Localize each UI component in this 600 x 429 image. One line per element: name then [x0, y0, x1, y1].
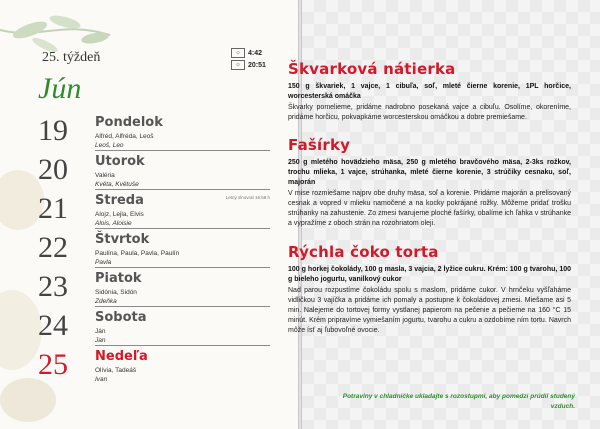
- day-number: 23: [38, 270, 68, 303]
- divider: [95, 189, 270, 190]
- name-days-sk: Sidónia, Sidón: [95, 289, 137, 296]
- day-row: [38, 192, 278, 230]
- day-number: 21: [38, 192, 68, 225]
- day-row: [38, 114, 278, 152]
- recipe-title: Škvarková nátierka: [288, 60, 456, 78]
- name-days-sk: Alojz, Lejla, Elvis: [95, 211, 144, 218]
- week-label: 25. týždeň: [42, 50, 101, 65]
- day-row: [38, 231, 278, 269]
- recipe-instructions: V mise rozmiešame najprv obe druhy mäsa, soľ a korenie. Pridáme majorán a prelisovaný cesnak a vopred v mlieku namočené a na kocky pokrájané rožky. Môžeme pridať trošku strúhanky na zahustenie. Zo zmesi tvarujeme ploché fašírky, obalíme ich ľahka v strúhanke a vypražíme z oboch strán na rozohriatom oleji.: [288, 190, 571, 227]
- recipe-ingredients: 250 g mletého hovädzieho mäsa, 250 g mletého bravčového mäsa, 2-3ks rožkov, trochu mlieka, 1 vajce, strúhanka, mleté čierne korenie, 3 strúčiky cesnaku, soľ, majorán: [288, 159, 571, 186]
- sunrise-icon: ☼: [231, 48, 245, 58]
- sunset-row: [231, 60, 266, 70]
- day-name: Utorok: [95, 154, 145, 169]
- divider: [95, 150, 270, 151]
- recipe-ingredients: 150 g škvariek, 1 vajce, 1 cibuľa, soľ, mleté čierne korenie, 1PL horčice, worcesterská omáčka: [288, 83, 571, 100]
- solstice-note: Letný slnovrat 16:58 h: [225, 195, 270, 200]
- day-number: 24: [38, 309, 68, 342]
- sunrise-time: 4:42: [248, 49, 263, 57]
- divider: [95, 306, 270, 307]
- recipe-ingredients: 100 g horkej čokolády, 100 g masla, 3 vajcia, 2 lyžice cukru. Krém: 100 g tvarohu, 100 g bieleho jogurtu, vanilkový cukor: [288, 266, 571, 283]
- name-days-cz: Leoš, Leo: [95, 142, 124, 149]
- kitchen-tip: Potraviny v chladničke ukladajte s rozostupmi, aby pomedzi prúdil studený vzduch.: [342, 393, 575, 410]
- day-number: 25: [38, 348, 68, 381]
- sunset-icon: ☼: [231, 60, 245, 70]
- name-days-sk: Valéria: [95, 172, 115, 179]
- divider: [95, 228, 270, 229]
- recipe-title: Fašírky: [288, 136, 351, 154]
- day-name: Pondelok: [95, 115, 163, 130]
- day-number: 22: [38, 231, 68, 264]
- day-name: Streda: [95, 193, 144, 208]
- month-title: Jún: [38, 72, 82, 105]
- divider: [95, 345, 270, 346]
- recipe-title: Rýchla čoko torta: [288, 243, 439, 261]
- name-days-cz: Alois, Aloisie: [95, 220, 132, 227]
- recipe-instructions: Škvarky pomelieme, pridáme nadrobno posekaná vajce a cibuľu. Osolíme, okoreníme, pridáme horčicu, pokvapkáme worcesterskou omáčkou a dobre premiešame.: [288, 104, 571, 121]
- day-row-sunday: [38, 348, 278, 386]
- day-name: Piatok: [95, 271, 142, 286]
- day-number: 20: [38, 153, 68, 186]
- day-row: [38, 309, 278, 347]
- name-days-cz: Květa, Květuše: [95, 181, 139, 188]
- name-days-cz: Ivan: [95, 376, 108, 383]
- day-name: Štvrtok: [95, 232, 150, 247]
- day-name: Sobota: [95, 310, 147, 325]
- left-page: [0, 0, 298, 429]
- divider: [95, 267, 270, 268]
- name-days-cz: Pavla: [95, 259, 112, 266]
- name-days-cz: Zdeňka: [95, 298, 117, 305]
- name-days-sk: Ján: [95, 328, 106, 335]
- name-days-sk: Paulína, Paula, Pavla, Paulín: [95, 250, 180, 257]
- recipe-instructions: Nad parou rozpustíme čokoládu spolu s maslom, pridáme cukor. V hrnčeku vyšľaháme vidličkou 3 vajíčka a pridáme ich pomaly a postupne k čokoládovej zmesi. Miešame asi 5 min. Nalejeme do tortovej formy vystlanej papierom na pečenie a pečieme na 160 °C 15 minút. Krém pripravíme vymiešaním jogurtu, tvarohu a cukru a ozdobíme ním tortu. Navrch môže ísť aj ľubovoľné ovocie.: [288, 287, 571, 334]
- day-name: Nedeľa: [95, 349, 148, 364]
- name-days-cz: Jan: [95, 337, 106, 344]
- day-row: [38, 270, 278, 308]
- day-row: [38, 153, 278, 191]
- day-number: 19: [38, 114, 68, 147]
- name-days-sk: Olívia, Tadeáš: [95, 367, 137, 374]
- sunset-time: 20:51: [248, 61, 266, 69]
- sunrise-row: [231, 48, 262, 58]
- name-days-sk: Alfréd, Alfréda, Leoš: [95, 133, 154, 140]
